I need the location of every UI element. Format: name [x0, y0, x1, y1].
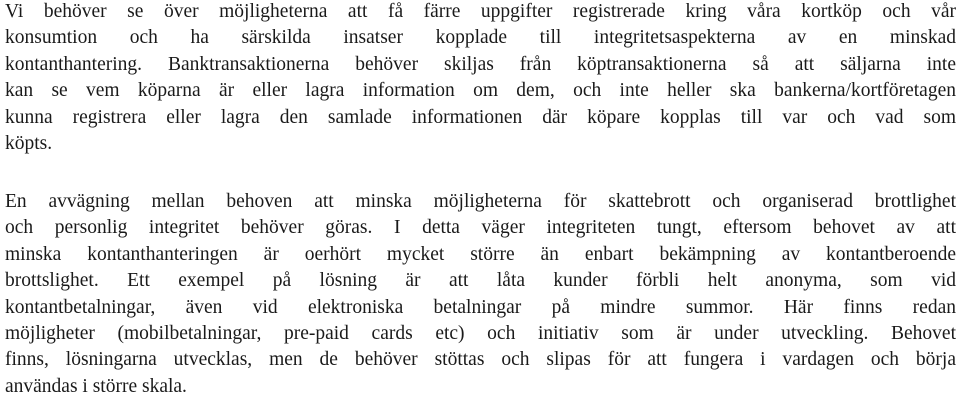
- text-line: kontanthantering. Banktransaktionerna behöver skiljas från köptransaktionerna så att säljarna inte: [5, 53, 956, 75]
- text-line: Vi behöver se över möjligheterna att få färre uppgifter registrerade kring våra kortköp och vår: [5, 1, 956, 22]
- text-line: köpts.: [5, 133, 53, 155]
- text-line: En avvägning mellan behoven att minska möjligheterna för skattebrott och organiserad brottlighet: [5, 191, 956, 212]
- text-line: och personlig integritet behöver göras. I detta väger integriteten tungt, eftersom behovet av att: [5, 217, 956, 239]
- text-line: brottslighet. Ett exempel på lösning är att låta kunder förbli helt anonyma, som vid: [5, 270, 956, 292]
- text-line: kan se vem köparna är eller lagra information om dem, och inte heller ska bankerna/kortföretagen: [5, 80, 956, 102]
- text-line: möjligheter (mobilbetalningar, pre-paid cards etc) och initiativ som är under utveckling. Behovet: [5, 323, 956, 345]
- text-line: användas i större skala.: [5, 375, 187, 397]
- text-line: konsumtion och ha särskilda insatser kopplade till integritetsaspekterna av en minskad: [5, 27, 956, 49]
- paragraph-integrity-balance: [5, 189, 956, 400]
- paragraph-card-transactions: [5, 0, 956, 157]
- text-line: kontantbetalningar, även vid elektroniska betalningar på mindre summor. Här finns redan: [5, 296, 956, 318]
- text-line: kunna registrera eller lagra den samlade informationen där köpare kopplas till var och vad som: [5, 106, 956, 128]
- text-line: minska kontanthanteringen är oerhört mycket större än enbart bekämpning av kontantberoende: [5, 243, 956, 265]
- text-line: finns, lösningarna utvecklas, men de behöver stöttas och slipas för att fungera i vardagen och börja: [5, 349, 956, 371]
